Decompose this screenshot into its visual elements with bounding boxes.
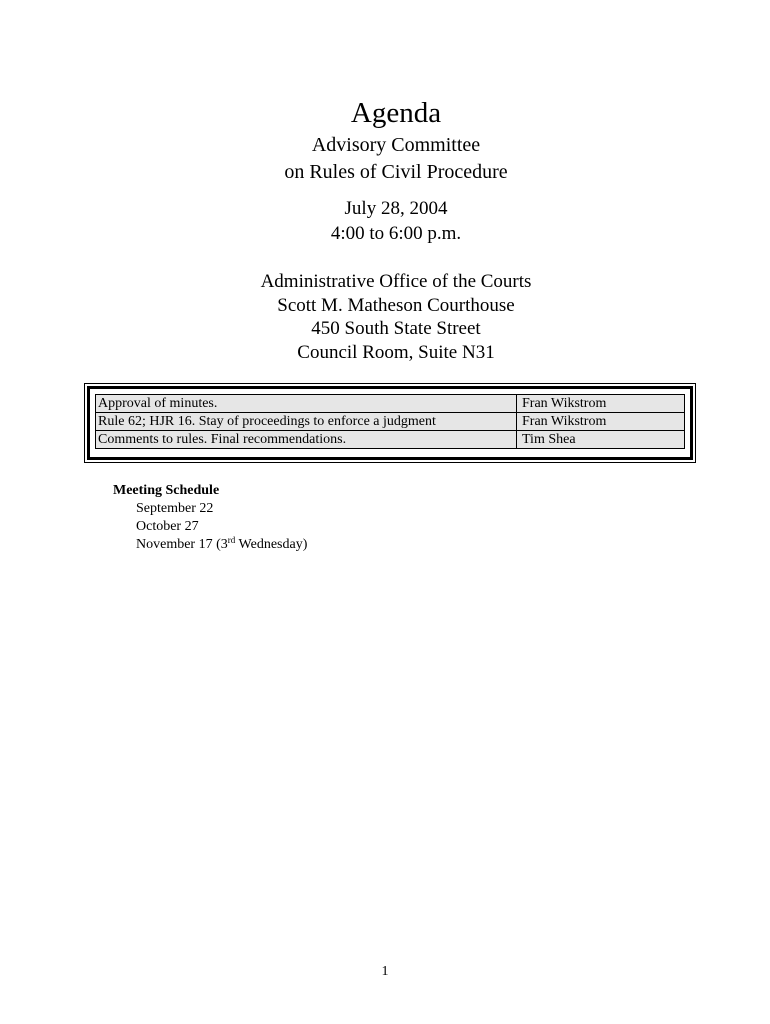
meeting-schedule-list	[113, 500, 307, 554]
location-line: 450 South State Street	[311, 318, 481, 339]
agenda-item: Comments to rules. Final recommendations.	[96, 431, 517, 449]
agenda-item: Rule 62; HJR 16. Stay of proceedings to enforce a judgment	[96, 413, 517, 431]
committee-name-line: on Rules of Civil Procedure	[284, 161, 508, 183]
list-item: October 27	[136, 519, 199, 534]
agenda-table-frame	[84, 383, 696, 463]
list-item	[136, 536, 307, 554]
table-row	[96, 413, 685, 431]
meeting-time: 4:00 to 6:00 p.m.	[330, 223, 462, 244]
location-line: Administrative Office of the Courts	[260, 271, 532, 292]
agenda-presenter: Fran Wikstrom	[517, 413, 685, 431]
agenda-header	[0, 96, 770, 364]
location-line: Scott M. Matheson Courthouse	[277, 294, 515, 316]
table-row	[96, 395, 685, 413]
meeting-datetime	[0, 196, 770, 246]
meeting-schedule	[113, 482, 307, 554]
schedule-date-note: Wednesday)	[235, 537, 308, 552]
ordinal-suffix: rd	[227, 535, 236, 545]
meeting-schedule-heading: Meeting Schedule	[113, 483, 220, 498]
table-row	[96, 431, 685, 449]
meeting-location	[0, 270, 770, 364]
page-title: Agenda	[350, 97, 442, 129]
committee-name-line: Advisory Committee	[311, 134, 481, 156]
page-number: 1	[381, 964, 389, 979]
schedule-date-text: November 17 (3	[136, 537, 228, 552]
agenda-presenter: Tim Shea	[517, 431, 685, 449]
location-line: Council Room, Suite N31	[297, 341, 495, 363]
agenda-table	[95, 394, 685, 449]
agenda-table-inner-frame	[87, 386, 693, 460]
committee-name	[0, 132, 770, 186]
meeting-date: July 28, 2004	[344, 198, 448, 219]
agenda-item: Approval of minutes.	[96, 395, 517, 413]
list-item: September 22	[136, 501, 214, 516]
agenda-presenter: Fran Wikstrom	[517, 395, 685, 413]
